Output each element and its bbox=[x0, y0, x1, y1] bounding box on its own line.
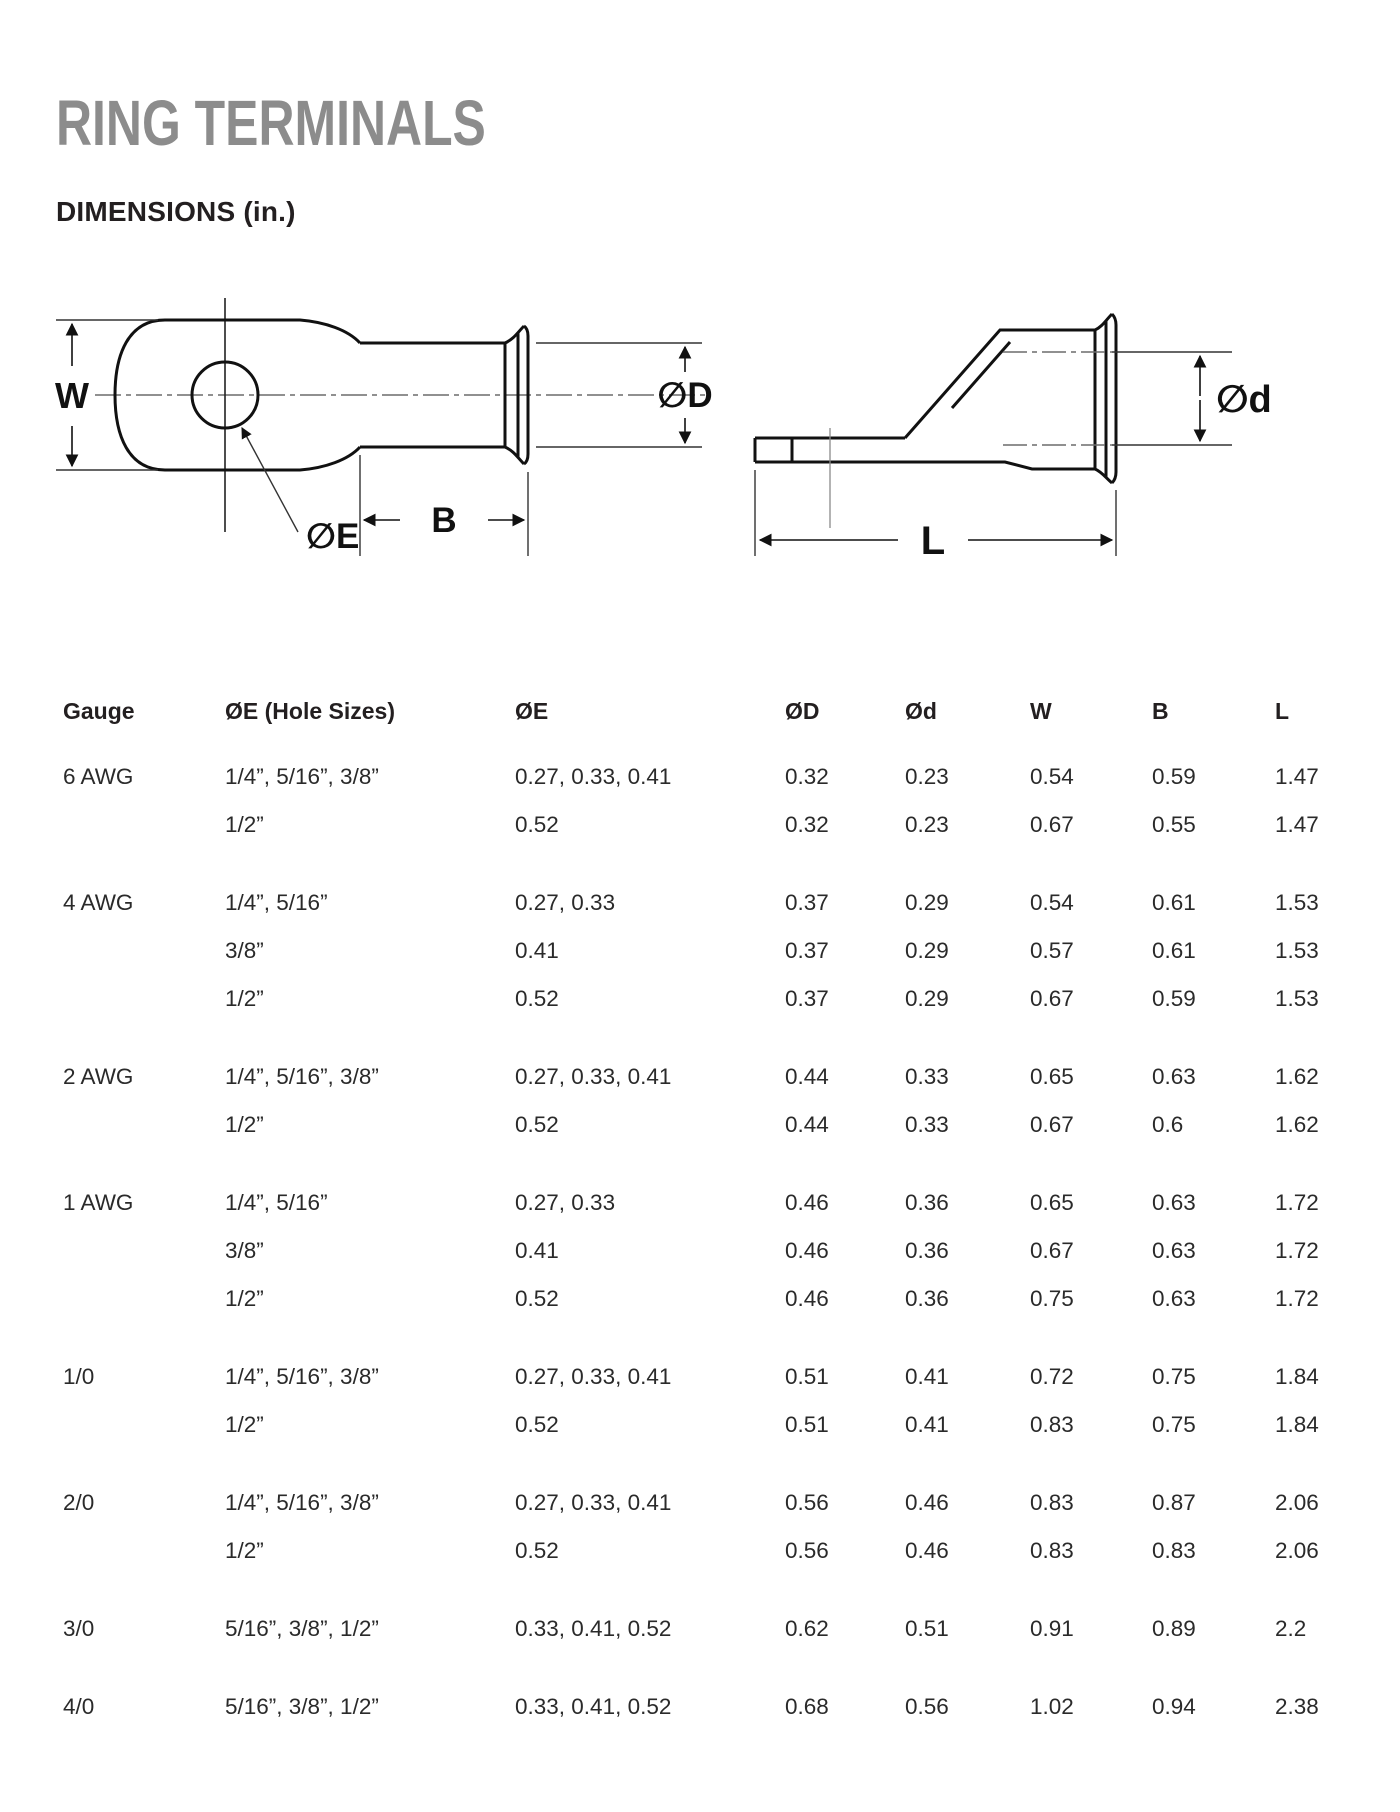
gauge-group-1-awg bbox=[63, 1190, 1360, 1334]
side-view-flare-lip bbox=[1095, 314, 1116, 483]
table-row bbox=[63, 890, 1360, 938]
value-cell: 0.52 bbox=[515, 1112, 559, 1137]
value-cell: 0.33 bbox=[905, 1064, 949, 1089]
value-cell: 0.33, 0.41, 0.52 bbox=[515, 1616, 672, 1641]
value-cell: 0.41 bbox=[905, 1412, 949, 1437]
gauge-cell: 6 AWG bbox=[63, 764, 134, 789]
value-cell: 0.87 bbox=[1152, 1490, 1196, 1515]
gauge-cell: 1/0 bbox=[63, 1364, 95, 1389]
value-cell: 0.46 bbox=[785, 1190, 829, 1215]
value-cell: 0.33, 0.41, 0.52 bbox=[515, 1694, 672, 1719]
gauge-group-1-0 bbox=[63, 1364, 1360, 1460]
value-cell: 2.38 bbox=[1275, 1694, 1319, 1719]
value-cell: 1.84 bbox=[1275, 1412, 1319, 1437]
dia-E-dimension-label: ∅E bbox=[306, 517, 360, 556]
value-cell: 0.44 bbox=[785, 1064, 829, 1089]
value-cell: 2.2 bbox=[1275, 1616, 1307, 1641]
value-cell: 0.52 bbox=[515, 986, 559, 1011]
col-header-dia-D: ØD bbox=[785, 698, 820, 724]
w-extension-lines bbox=[56, 320, 158, 470]
value-cell: 0.6 bbox=[1152, 1112, 1184, 1137]
bore-centerlines bbox=[1003, 352, 1112, 445]
col-header-gauge: Gauge bbox=[63, 698, 135, 724]
value-cell: 0.41 bbox=[515, 938, 559, 963]
b-extension-lines bbox=[360, 455, 528, 556]
value-cell: 1.47 bbox=[1275, 812, 1319, 837]
gauge-cell: 2/0 bbox=[63, 1490, 95, 1515]
table-row bbox=[63, 986, 1360, 1034]
value-cell: 0.37 bbox=[785, 986, 829, 1011]
value-cell: 0.61 bbox=[1152, 890, 1196, 915]
value-cell: 0.63 bbox=[1152, 1190, 1196, 1215]
value-cell: 0.41 bbox=[905, 1364, 949, 1389]
gauge-cell: 2 AWG bbox=[63, 1064, 134, 1089]
value-cell: 0.36 bbox=[905, 1286, 949, 1311]
value-cell: 0.63 bbox=[1152, 1064, 1196, 1089]
value-cell: 0.83 bbox=[1030, 1412, 1074, 1437]
value-cell: 0.33 bbox=[905, 1112, 949, 1137]
ring-terminal-side-view-diagram bbox=[755, 314, 1272, 563]
value-cell: 0.37 bbox=[785, 938, 829, 963]
value-cell: 0.59 bbox=[1152, 764, 1196, 789]
value-cell: 0.52 bbox=[515, 1286, 559, 1311]
value-cell: 0.75 bbox=[1152, 1412, 1196, 1437]
table-row bbox=[63, 1412, 1360, 1460]
table-row bbox=[63, 1490, 1360, 1538]
value-cell: 0.63 bbox=[1152, 1238, 1196, 1263]
value-cell: 1/2” bbox=[225, 1112, 264, 1137]
value-cell: 1.72 bbox=[1275, 1190, 1319, 1215]
stud-hole bbox=[192, 362, 258, 428]
value-cell: 5/16”, 3/8”, 1/2” bbox=[225, 1694, 379, 1719]
value-cell: 1.02 bbox=[1030, 1694, 1074, 1719]
value-cell: 0.83 bbox=[1152, 1538, 1196, 1563]
value-cell: 1.72 bbox=[1275, 1238, 1319, 1263]
value-cell: 0.27, 0.33, 0.41 bbox=[515, 1064, 672, 1089]
value-cell: 1/4”, 5/16” bbox=[225, 1190, 328, 1215]
gauge-cell: 4/0 bbox=[63, 1694, 95, 1719]
dia-D-extension-lines bbox=[536, 343, 702, 447]
gauge-cell: 1 AWG bbox=[63, 1190, 134, 1215]
value-cell: 0.65 bbox=[1030, 1064, 1074, 1089]
value-cell: 0.44 bbox=[785, 1112, 829, 1137]
value-cell: 1/2” bbox=[225, 1286, 264, 1311]
table-row bbox=[63, 1364, 1360, 1412]
dia-D-dimension-label: ∅D bbox=[657, 376, 713, 415]
value-cell: 0.52 bbox=[515, 812, 559, 837]
value-cell: 0.37 bbox=[785, 890, 829, 915]
table-row bbox=[63, 938, 1360, 986]
value-cell: 0.91 bbox=[1030, 1616, 1074, 1641]
col-header-W: W bbox=[1030, 698, 1052, 724]
value-cell: 0.29 bbox=[905, 938, 949, 963]
value-cell: 1.72 bbox=[1275, 1286, 1319, 1311]
value-cell: 0.62 bbox=[785, 1616, 829, 1641]
value-cell: 0.36 bbox=[905, 1238, 949, 1263]
value-cell: 0.27, 0.33 bbox=[515, 1190, 616, 1215]
value-cell: 0.23 bbox=[905, 812, 949, 837]
value-cell: 1.53 bbox=[1275, 938, 1319, 963]
value-cell: 2.06 bbox=[1275, 1490, 1319, 1515]
section-heading-dimensions: DIMENSIONS (in.) bbox=[56, 196, 296, 227]
col-header-B: B bbox=[1152, 698, 1169, 724]
value-cell: 3/8” bbox=[225, 1238, 264, 1263]
side-view-outline bbox=[755, 330, 1095, 469]
value-cell: 0.56 bbox=[785, 1538, 829, 1563]
dia-d-extension-lines bbox=[1112, 352, 1232, 445]
barrel-flare-lip bbox=[505, 326, 528, 464]
gauge-group-3-0 bbox=[63, 1616, 1360, 1664]
value-cell: 1/4”, 5/16” bbox=[225, 890, 328, 915]
value-cell: 1/2” bbox=[225, 1538, 264, 1563]
value-cell: 1/4”, 5/16”, 3/8” bbox=[225, 1490, 379, 1515]
value-cell: 5/16”, 3/8”, 1/2” bbox=[225, 1616, 379, 1641]
value-cell: 0.52 bbox=[515, 1538, 559, 1563]
value-cell: 0.67 bbox=[1030, 1112, 1074, 1137]
value-cell: 0.83 bbox=[1030, 1538, 1074, 1563]
value-cell: 0.94 bbox=[1152, 1694, 1196, 1719]
page-title: RING TERMINALS bbox=[56, 87, 486, 159]
value-cell: 0.46 bbox=[785, 1238, 829, 1263]
table-row bbox=[63, 1538, 1360, 1586]
l-extension-lines bbox=[755, 470, 1116, 556]
dia-d-dimension-label: ∅d bbox=[1216, 379, 1272, 421]
col-header-dia-d: Ød bbox=[905, 698, 937, 724]
value-cell: 1/4”, 5/16”, 3/8” bbox=[225, 764, 379, 789]
value-cell: 0.63 bbox=[1152, 1286, 1196, 1311]
value-cell: 1.53 bbox=[1275, 986, 1319, 1011]
value-cell: 0.32 bbox=[785, 812, 829, 837]
value-cell: 0.29 bbox=[905, 890, 949, 915]
value-cell: 0.72 bbox=[1030, 1364, 1074, 1389]
value-cell: 2.06 bbox=[1275, 1538, 1319, 1563]
value-cell: 0.89 bbox=[1152, 1616, 1196, 1641]
value-cell: 0.57 bbox=[1030, 938, 1074, 963]
value-cell: 1.62 bbox=[1275, 1112, 1319, 1137]
l-dimension-label: L bbox=[920, 519, 946, 563]
value-cell: 0.27, 0.33, 0.41 bbox=[515, 1364, 672, 1389]
value-cell: 0.27, 0.33, 0.41 bbox=[515, 1490, 672, 1515]
value-cell: 0.51 bbox=[785, 1412, 829, 1437]
table-row bbox=[63, 1190, 1360, 1238]
value-cell: 0.27, 0.33 bbox=[515, 890, 616, 915]
value-cell: 0.75 bbox=[1152, 1364, 1196, 1389]
col-header-hole-sizes: ØE (Hole Sizes) bbox=[225, 698, 395, 724]
value-cell: 0.55 bbox=[1152, 812, 1196, 837]
table-row bbox=[63, 764, 1360, 812]
value-cell: 1.47 bbox=[1275, 764, 1319, 789]
value-cell: 1.84 bbox=[1275, 1364, 1319, 1389]
dia-E-leader-line bbox=[242, 428, 298, 532]
value-cell: 1/2” bbox=[225, 812, 264, 837]
value-cell: 0.65 bbox=[1030, 1190, 1074, 1215]
value-cell: 1/4”, 5/16”, 3/8” bbox=[225, 1364, 379, 1389]
value-cell: 0.68 bbox=[785, 1694, 829, 1719]
table-body bbox=[63, 764, 1360, 1742]
value-cell: 1.53 bbox=[1275, 890, 1319, 915]
value-cell: 1/4”, 5/16”, 3/8” bbox=[225, 1064, 379, 1089]
value-cell: 0.56 bbox=[905, 1694, 949, 1719]
value-cell: 0.23 bbox=[905, 764, 949, 789]
gauge-cell: 4 AWG bbox=[63, 890, 134, 915]
value-cell: 0.54 bbox=[1030, 764, 1074, 789]
gauge-group-2-0 bbox=[63, 1490, 1360, 1586]
value-cell: 0.59 bbox=[1152, 986, 1196, 1011]
gauge-group-4-awg bbox=[63, 890, 1360, 1034]
gauge-group-4-0 bbox=[63, 1694, 1360, 1742]
table-row bbox=[63, 1238, 1360, 1286]
w-dimension-label: W bbox=[55, 375, 89, 416]
value-cell: 0.67 bbox=[1030, 986, 1074, 1011]
col-header-L: L bbox=[1275, 698, 1290, 724]
barrel-outline bbox=[360, 343, 505, 447]
value-cell: 1/2” bbox=[225, 986, 264, 1011]
value-cell: 1/2” bbox=[225, 1412, 264, 1437]
value-cell: 0.46 bbox=[785, 1286, 829, 1311]
value-cell: 0.56 bbox=[785, 1490, 829, 1515]
ring-terminal-top-view-diagram bbox=[55, 298, 713, 556]
value-cell: 0.67 bbox=[1030, 812, 1074, 837]
table-row bbox=[63, 1064, 1360, 1112]
value-cell: 0.67 bbox=[1030, 1238, 1074, 1263]
gauge-cell: 3/0 bbox=[63, 1616, 95, 1641]
col-header-dia-E: ØE bbox=[515, 698, 549, 724]
table-row bbox=[63, 1616, 1360, 1664]
table-row bbox=[63, 1694, 1360, 1742]
value-cell: 0.52 bbox=[515, 1412, 559, 1437]
value-cell: 0.36 bbox=[905, 1190, 949, 1215]
table-row bbox=[63, 812, 1360, 860]
value-cell: 3/8” bbox=[225, 938, 264, 963]
value-cell: 0.51 bbox=[905, 1616, 949, 1641]
table-row bbox=[63, 1286, 1360, 1334]
value-cell: 0.27, 0.33, 0.41 bbox=[515, 764, 672, 789]
table-row bbox=[63, 1112, 1360, 1160]
value-cell: 1.62 bbox=[1275, 1064, 1319, 1089]
value-cell: 0.61 bbox=[1152, 938, 1196, 963]
b-dimension-label: B bbox=[431, 501, 457, 540]
table-header-row bbox=[63, 698, 1360, 728]
value-cell: 0.46 bbox=[905, 1490, 949, 1515]
value-cell: 0.83 bbox=[1030, 1490, 1074, 1515]
value-cell: 0.75 bbox=[1030, 1286, 1074, 1311]
value-cell: 0.32 bbox=[785, 764, 829, 789]
ring-head-outline bbox=[115, 320, 360, 470]
gauge-group-6-awg bbox=[63, 764, 1360, 860]
value-cell: 0.51 bbox=[785, 1364, 829, 1389]
dimensions-table bbox=[63, 698, 1360, 1742]
gauge-group-2-awg bbox=[63, 1064, 1360, 1160]
value-cell: 0.54 bbox=[1030, 890, 1074, 915]
value-cell: 0.29 bbox=[905, 986, 949, 1011]
value-cell: 0.41 bbox=[515, 1238, 559, 1263]
value-cell: 0.46 bbox=[905, 1538, 949, 1563]
